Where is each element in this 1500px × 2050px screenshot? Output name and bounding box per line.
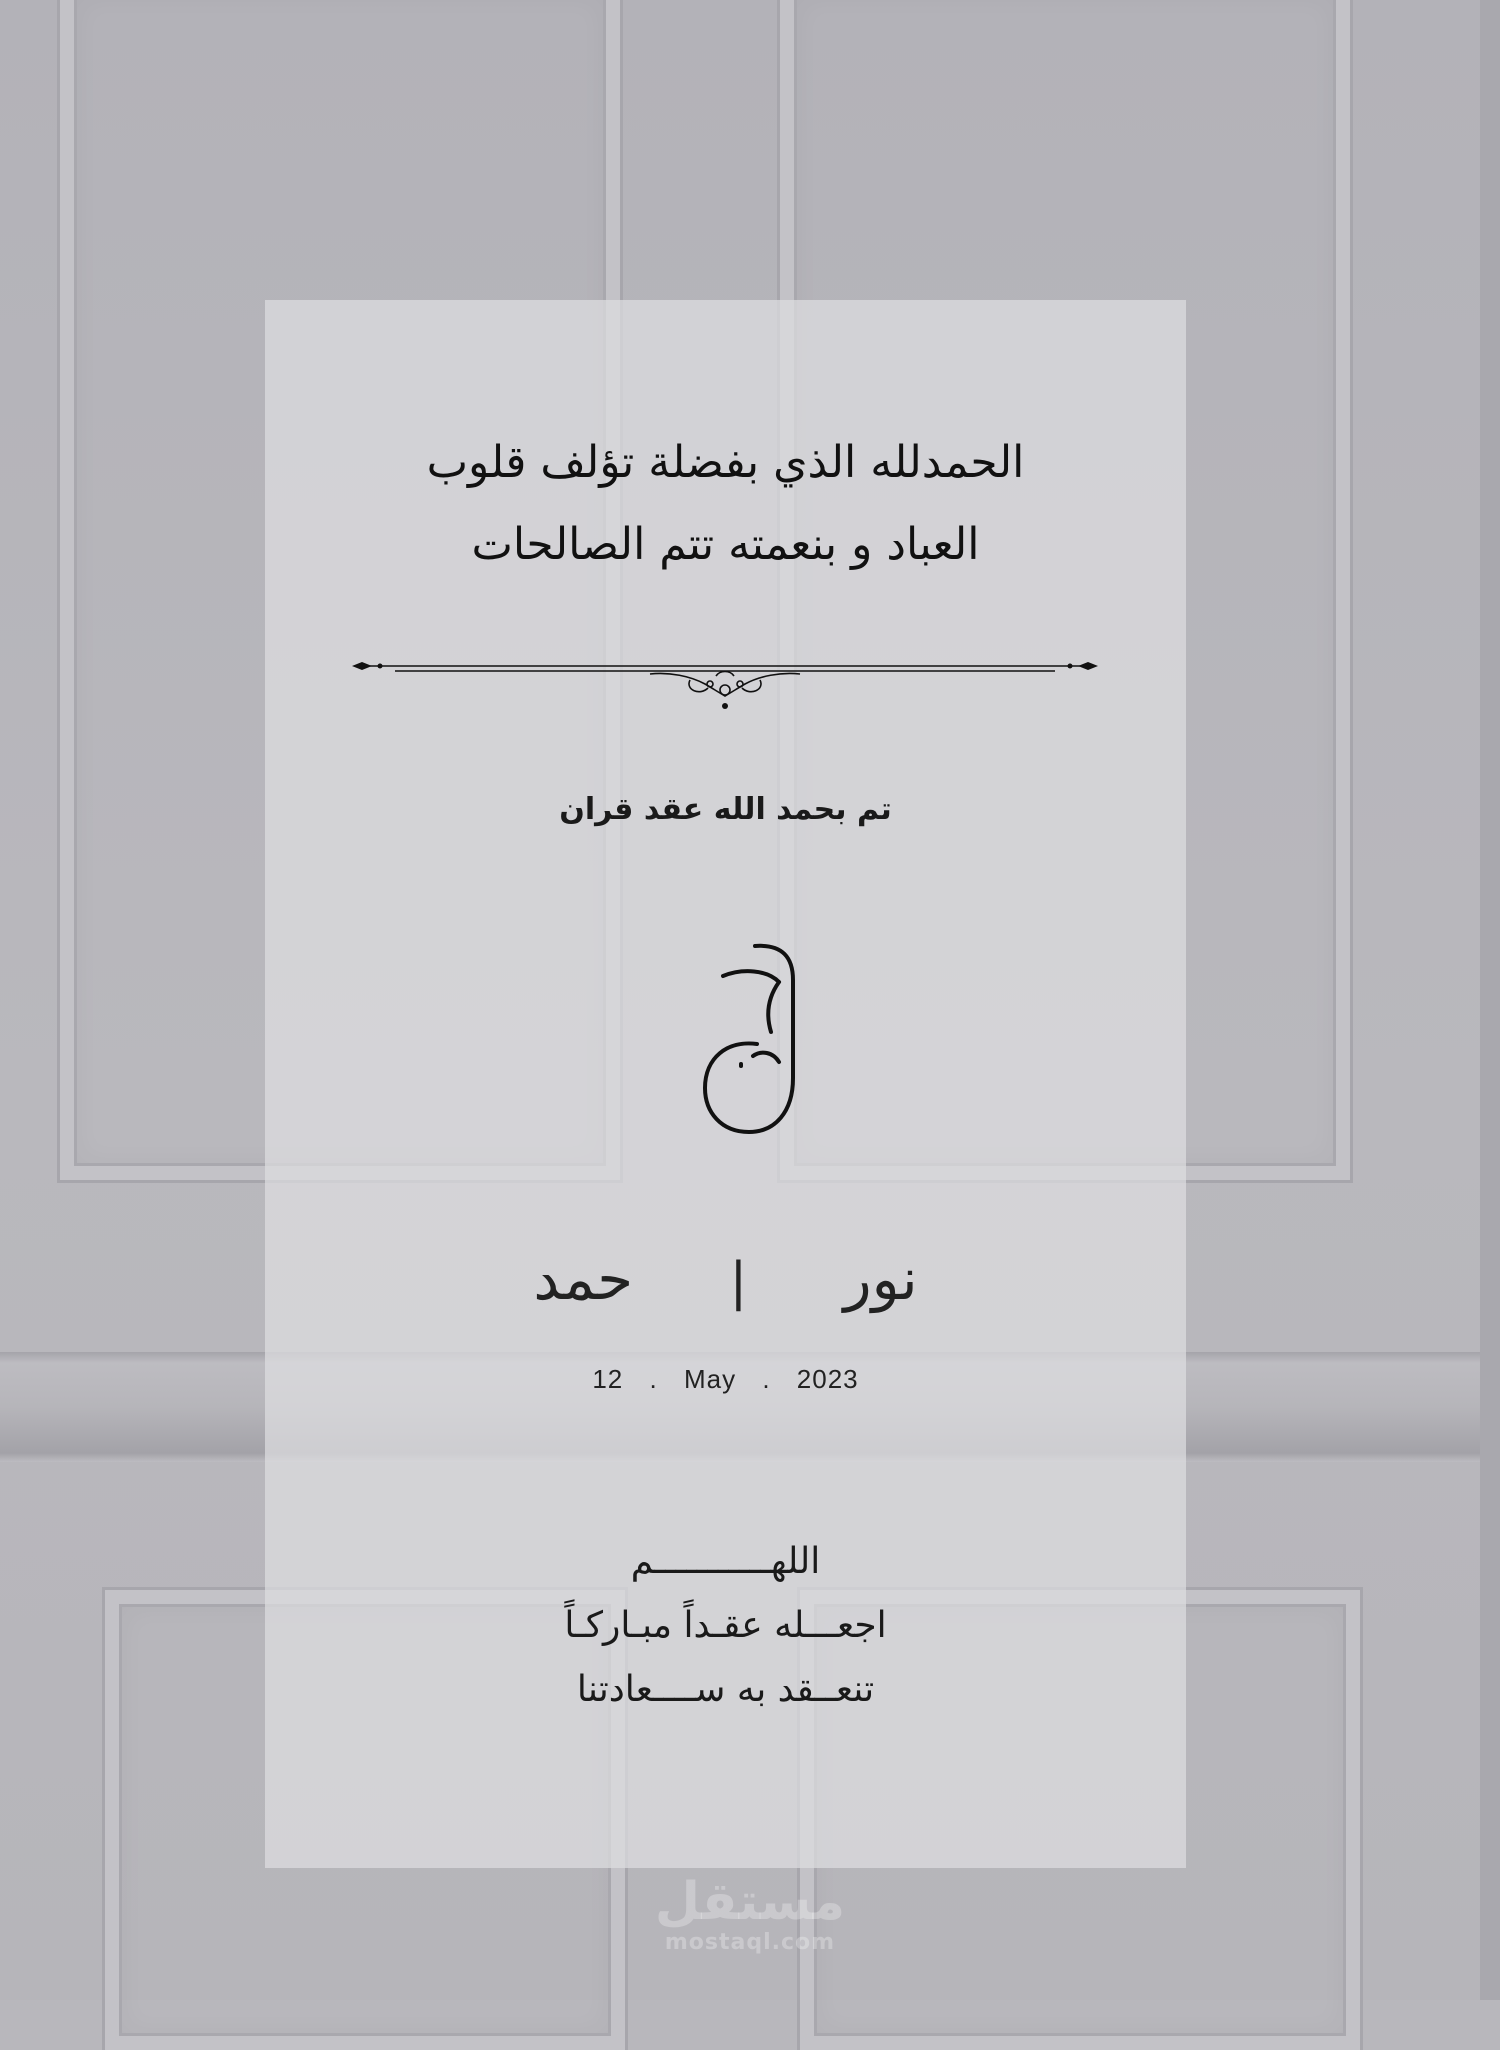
- couple-names: [265, 1245, 1186, 1313]
- prayer-line-1: اللهـــــــــــم: [630, 1541, 821, 1582]
- watermark-latin: mostaql.com: [664, 1930, 836, 1955]
- first-name: نور: [843, 1245, 918, 1313]
- watermark: [0, 1874, 1500, 1956]
- event-date: [265, 1364, 1186, 1395]
- verse-line-2: العباد و بنعمته تتم الصالحات: [471, 519, 980, 570]
- wall-edge-right: [1480, 0, 1500, 2000]
- date-day: 12: [592, 1364, 624, 1394]
- date-year: 2023: [796, 1364, 859, 1394]
- date-dot-2: .: [762, 1364, 771, 1394]
- prayer-line-2: اجعـــله عقـداً مبـاركـاً: [564, 1605, 887, 1646]
- watermark-arabic: مستقل: [654, 1872, 846, 1932]
- monogram-logo: [683, 940, 833, 1140]
- date-month: May: [683, 1364, 737, 1394]
- ornamental-divider: [350, 650, 1100, 720]
- prayer-line-3: تنعــقد به ســــعادتنا: [576, 1669, 875, 1710]
- date-dot-1: .: [649, 1364, 658, 1394]
- second-name: حمد: [533, 1245, 634, 1313]
- verse-line-1: الحمدلله الذي بفضلة تؤلف قلوب: [426, 437, 1025, 488]
- names-separator: |: [729, 1252, 748, 1312]
- opening-verse: [265, 422, 1186, 586]
- subtitle: تم بحمد الله عقد قران: [559, 792, 892, 827]
- invitation-card: [265, 300, 1186, 1868]
- closing-prayer: [265, 1530, 1186, 1722]
